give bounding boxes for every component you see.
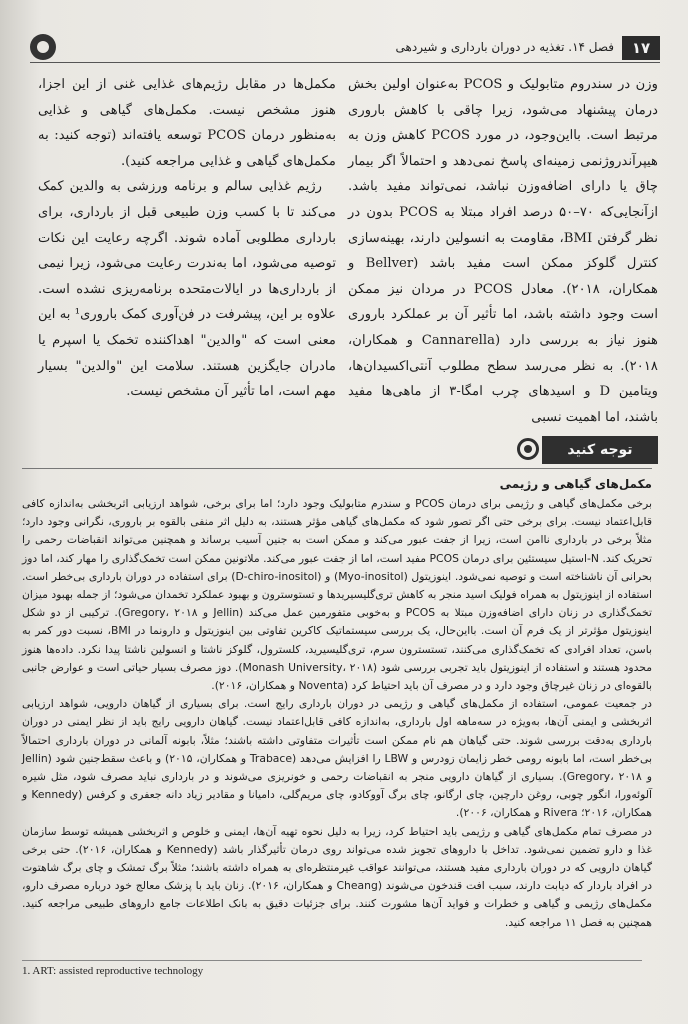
callout-paragraph: در جمعیت عمومی، استفاده از مکمل‌های گیاهی و رژیمی در دوران بارداری رایج است. برای بسیاری از گیاهان دارویی، شواهد ارزیابی اثربخشی و ایمنی آن‌ها، به‌ویژه در سه‌ماهه اول بارداری، به‌اندازه کافی قابل‌اعتماد نیست. گیاهان دارویی رایج باید از نظر ایمنی در دوران بارداری به‌دقت بررسی شوند. حتی گیاهان هم نام ممکن است تأثیرات متفاوتی داشته باشند؛ مثلاً، بابونه آلمانی در دوران بارداری احتمالاً بی‌خطر است، اما بابونه رومی خطر زایمان زودرس و LBW را افزایش می‌دهد (Trabace و همکاران، ۲۰۱۵) و باعث سقط‌جنین شود (Jellin و Gregory، ۲۰۱۸). بسیاری از گیاهان دارویی منجر به انقباضات رحمی و خونریزی می‌شوند و در بارداری نباید مصرف شود، مثل شیره آلوئه‌ورا، انگور چوبی، روغن دارچین، چای ارگانو، چای برگ آووکادو، چای مریم‌گلی، دامیانا و مقادیر زیاد دانه جعفری و کرفس (Kennedy و همکاران، ۲۰۱۶؛ Rivera و همکاران، ۲۰۰۶). [22,697,652,820]
page-number: ۱۷ [622,36,660,60]
target-icon [517,438,539,460]
body-paragraph: وزن در سندروم متابولیک و PCOS به‌عنوان اولین بخش درمان پیشنهاد می‌شود، زیرا چاقی با کاهش باروری مرتبط است. بااین‌وجود، در مورد PCOS کاهش وزن به هیپرآندروژنمی زمینه‌ای پاسخ نمی‌دهد و احتمالاً اگر بیمار چاق یا دارای اضافه‌وزن نباشد، نمی‌تواند مفید باشد. ازآنجایی‌که ۷۰–۵۰ درصد افراد مبتلا به PCOS بدون در نظر گرفتن BMI، مقاومت به انسولین دارند، بهینه‌سازی کنترل گلوکز ممکن است مفید باشد (Bellver و همکاران، ۲۰۱۸). معادل PCOS در مردان نیز ممکن است وجود داشته باشد، اما تأثیر آن بر عملکرد باروری هنوز نیاز به بررسی دارد (Cannarella و همکاران، ۲۰۱۸). به نظر می‌رسد سطح مطلوب آنتی‌اکسیدان‌ها، ویتامین D و اسیدهای چرب امگا-۳ از ماهی‌ها مفید باشند، اما اهمیت نسبی [348,77,659,425]
page-header [30,34,660,64]
callout-label: توجه کنید [542,436,658,464]
callout-header [498,436,658,464]
callout-paragraph: در مصرف تمام مکمل‌های گیاهی و رژیمی باید احتیاط کرد، زیرا به دلیل نحوه تهیه آن‌ها، ایمنی و خلوص و اثربخشی همیشه توسط سازمان غذا و دارو تضمین نمی‌شود. تداخل با داروهای تجویز شده می‌تواند روی درمان تأثیرگذار باشد (Kennedy و همکاران، ۲۰۱۶). حتی برخی گیاهان دارویی که در دوران بارداری مفید هستند، می‌توانند عواقب غیرمنتظره‌ای به همراه داشته باشند؛ مثلاً برگ تمشک و چای برگ شاهتوت در افراد باردار که دیابت دارند، سبب افت قندخون می‌شوند (Cheang و همکاران، ۲۰۱۶). زنان باید با پزشک معالج خود درباره مصرف دارو، مکمل‌های رژیمی و گیاهی و خطرات و فواید آن‌ها مشورت کنند. برای جزئیات دقیق به بانک اطلاعات جامع داروهای طبیعی مراجعه کنید. همچنین به فصل ۱۱ مراجعه کنید. [22,824,653,929]
body-paragraph: رژیم غذایی سالم و برنامه ورزشی به والدین کمک می‌کند تا با کسب وزن طبیعی قبل از بارداری، برای بارداری مطلوبی آماده شوند. اگرچه رعایت این نکات توصیه می‌شود، اما به‌ندرت رعایت می‌شود، زیرا نیمی از بارداری‌ها در ایالات‌متحده برنامه‌ریزی نشده است. علاوه بر این، پیشرفت در فن‌آوری کمک باروری¹ به این معنی است که "والدین" اهداکننده تخمک یا اسپرم یا مادران جایگزین هستند. سلامت این "والدین" بسیار مهم است، اما تأثیر آن مشخص نیست. [38,179,336,400]
header-divider [30,62,660,63]
footnote-divider [22,960,642,961]
footnote: 1. ART: assisted reproductive technology [22,965,204,977]
callout-paragraph: برخی مکمل‌های گیاهی و رژیمی برای درمان PCOS و سندرم متابولیک وجود دارد؛ اما برای برخی، شواهد ارزیابی اثربخشی به‌اندازه کافی قابل‌اعتماد نیست. برای برخی حتی اگر تصور شود که مکمل‌های گیاهی مؤثر هستند، به دلیل اثر منفی بالقوه بر باروری، نگرانی وجود دارد؛ مثلاً برخی در بارداری ناامن است، زیرا از جفت عبور می‌کند و ممکن است به جنین آسیب برساند و همچنین می‌تواند انقباضات رحمی را تحریک کند. N-استیل سیستئین برای درمان PCOS مفید است، اما از جفت عبور می‌کند. ملاتونین ممکن است تخمک‌گذاری را مهار کند، اما دوز بحرانی آن ناشناخته است و توصیه نمی‌شود. اینوزیتول (Myo-inositol) و (D-chiro-inositol) برای استفاده در دوران بارداری بی‌خطر است. استفاده از اینوزیتول به همراه فولیک اسید منجر به کاهش تری‌گلیسیریدها و تستوسترون و بهبود عملکرد تخمدان می‌شود؛ از جمله بهبود میزان تخمک‌گذاری در زنان دارای اضافه‌وزن مبتلا به PCOS و به‌خوبی متفورمین عمل می‌کند (Jellin و Gregory، ۲۰۱۸). ترکیبی از دو شکل اینوزیتول مؤثرتر از یک فرم آن است. بااین‌حال، یک بررسی سیستماتیک کاکرین تفاوتی بین اینوزیتول و دارونما در BMI، نسبت دور کمر به باسن، تعداد افرادی که تخمک‌گذاری می‌کنند، تستسترون سرم، تری‌گلیسیرید، کلسترول، گلوکز ناشتا و انسولین ناشتا پیدا نکرد. داده‌ها هنوز محدود هستند و استفاده از اینوزیتول باید تجربی بررسی شود (Monash University، ۲۰۱۸). دوز مصرف بسیار حیاتی است و عوارض جانبی بالقوه‌ای در زنان غیرچاق وجود دارد و در مصرف آن باید احتیاط کرد (Noventa و همکاران، ۲۰۱۶). [22,497,653,693]
callout-title: مکمل‌های گیاهی و رژیمی [499,477,652,491]
callout-box [22,468,652,939]
chapter-title: فصل ۱۴. تغذیه در دوران بارداری و شیردهی [395,40,614,54]
right-column [348,72,658,430]
body-paragraph: مکمل‌ها در مقابل رژیم‌های غذایی غنی از این اجزا، هنوز مشخص نیست. مکمل‌های گیاهی و غذایی به‌منظور درمان PCOS توسعه یافته‌اند (توجه کنید: به مکمل‌های گیاهی و غذایی مراجعه کنید). [38,77,336,169]
publisher-logo-icon [30,34,56,60]
left-column [38,72,336,405]
